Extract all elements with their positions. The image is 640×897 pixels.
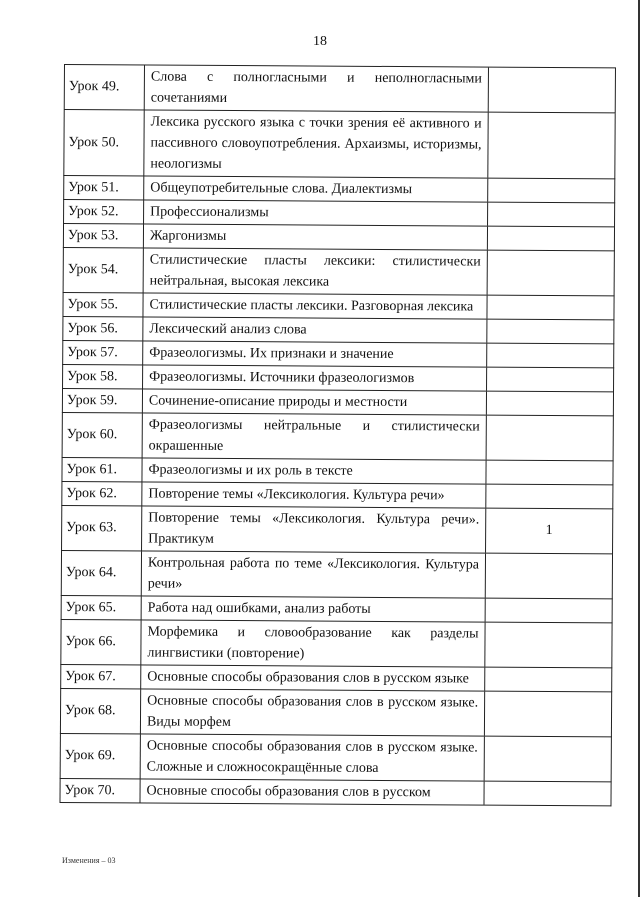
lesson-number-cell: Урок 55. <box>63 293 143 316</box>
lesson-number-cell: Урок 59. <box>63 389 143 412</box>
table-row <box>61 506 613 554</box>
table-row <box>63 176 615 203</box>
lesson-number-cell: Урок 64. <box>62 551 142 595</box>
table-row <box>60 689 612 737</box>
lesson-number-cell: Урок 53. <box>64 224 144 247</box>
lesson-topic-cell: Фразеологизмы нейтральные и стилистически окрашенные <box>143 413 487 459</box>
footer-revision-note: Изменения – 03 <box>62 856 116 865</box>
table-row <box>61 596 613 623</box>
lesson-hours-cell <box>485 692 611 737</box>
table-row <box>60 734 612 782</box>
lesson-hours-cell <box>485 737 611 782</box>
lesson-number-cell: Урок 68. <box>61 689 141 733</box>
lesson-number-cell: Урок 57. <box>63 341 143 364</box>
lesson-topic-cell: Профессионализмы <box>144 200 488 225</box>
lesson-topic-cell: Основные способы образования слов в русском языке. Сложные и сложносокращённые слова <box>141 734 485 780</box>
lesson-plan-table <box>59 64 616 806</box>
lesson-hours-cell <box>487 344 613 368</box>
lesson-topic-cell: Контрольная работа по теме «Лексикология. Культура речи» <box>142 551 486 597</box>
lesson-topic-cell: Лексика русского языка с точки зрения её активного и пассивного словоупотребления. Архаизмы, историзмы, неологизмы <box>144 110 488 177</box>
lesson-number-cell: Урок 50. <box>64 110 144 175</box>
table-row <box>62 389 614 416</box>
lesson-topic-cell: Общеупотребительные слова. Диалектизмы <box>144 176 488 201</box>
lesson-number-cell: Урок 51. <box>64 176 144 199</box>
table-row <box>62 365 614 392</box>
lesson-hours-cell <box>487 320 613 344</box>
table-row <box>59 779 611 806</box>
lesson-number-cell: Урок 65. <box>62 596 142 619</box>
lesson-number-cell: Урок 54. <box>64 248 144 292</box>
table-row <box>61 458 613 485</box>
lesson-topic-cell: Повторение темы «Лексикология. Культура речи» <box>142 482 486 507</box>
lesson-number-cell: Урок 67. <box>61 665 141 688</box>
lesson-topic-cell: Стилистические пласты лексики. Разговорная лексика <box>143 293 487 318</box>
lesson-hours-cell <box>486 461 612 485</box>
lesson-topic-cell: Лексический анализ слова <box>143 317 487 342</box>
lesson-topic-cell: Сочинение-описание природы и местности <box>143 389 487 414</box>
page-number: 18 <box>313 34 327 49</box>
lesson-topic-cell: Слова с полногласными и неполногласными сочетаниями <box>145 65 489 111</box>
lesson-hours-cell <box>485 668 611 692</box>
lesson-hours-cell <box>487 416 613 461</box>
table-row <box>60 665 612 692</box>
table-row <box>60 620 612 668</box>
lesson-number-cell: Урок 63. <box>62 506 142 550</box>
lesson-number-cell: Урок 69. <box>61 734 141 778</box>
table-row <box>63 224 615 251</box>
table-row <box>62 341 614 368</box>
lesson-hours-cell <box>488 179 614 203</box>
lesson-topic-cell: Жаргонизмы <box>144 224 488 249</box>
lesson-hours-cell <box>486 485 612 509</box>
lesson-topic-cell: Основные способы образования слов в русском языке. Виды морфем <box>141 689 485 735</box>
table-row <box>62 293 614 320</box>
lesson-hours-cell <box>486 599 612 623</box>
lesson-hours-cell <box>485 623 611 668</box>
table-row <box>62 413 614 461</box>
table-row <box>63 200 615 227</box>
lesson-topic-cell: Стилистические пласты лексики: стилистически нейтральная, высокая лексика <box>144 248 488 294</box>
lesson-hours-cell <box>489 68 615 113</box>
lesson-hours-cell <box>487 392 613 416</box>
table-row <box>63 248 615 296</box>
lesson-number-cell: Урок 58. <box>63 365 143 388</box>
lesson-hours-cell <box>484 782 610 806</box>
table-row <box>61 551 613 599</box>
lesson-topic-cell: Фразеологизмы. Источники фразеологизмов <box>143 365 487 390</box>
lesson-topic-cell: Повторение темы «Лексикология. Культура речи». Практикум <box>142 506 486 552</box>
lesson-number-cell: Урок 70. <box>60 779 140 802</box>
lesson-number-cell: Урок 66. <box>61 620 141 664</box>
table-row <box>63 110 615 179</box>
lesson-number-cell: Урок 49. <box>65 65 145 109</box>
lesson-hours-cell <box>487 368 613 392</box>
table-row <box>62 317 614 344</box>
lesson-hours-cell: 1 <box>545 522 553 538</box>
lesson-number-cell: Урок 60. <box>63 413 143 457</box>
lesson-hours-cell <box>488 113 614 179</box>
table-row <box>61 482 613 509</box>
lesson-number-cell: Урок 52. <box>64 200 144 223</box>
lesson-topic-cell: Работа над ошибками, анализ работы <box>142 596 486 621</box>
lesson-hours-cell <box>487 296 613 320</box>
lesson-topic-cell: Фразеологизмы. Их признаки и значение <box>143 341 487 366</box>
lesson-topic-cell: Основные способы образования слов в русском языке <box>141 665 485 690</box>
lesson-topic-cell: Морфемика и словообразование как разделы лингвистики (повторение) <box>141 620 485 666</box>
lesson-number-cell: Урок 56. <box>63 317 143 340</box>
lesson-number-cell: Урок 62. <box>62 482 142 505</box>
lesson-hours-cell <box>488 203 614 227</box>
lesson-topic-cell: Фразеологизмы и их роль в тексте <box>142 458 486 483</box>
table-row <box>64 64 616 113</box>
lesson-hours-cell <box>488 227 614 251</box>
lesson-number-cell: Урок 61. <box>62 458 142 481</box>
lesson-topic-cell: Основные способы образования слов в русском <box>140 779 484 804</box>
lesson-hours-cell <box>486 554 612 599</box>
lesson-hours-cell <box>488 251 614 296</box>
